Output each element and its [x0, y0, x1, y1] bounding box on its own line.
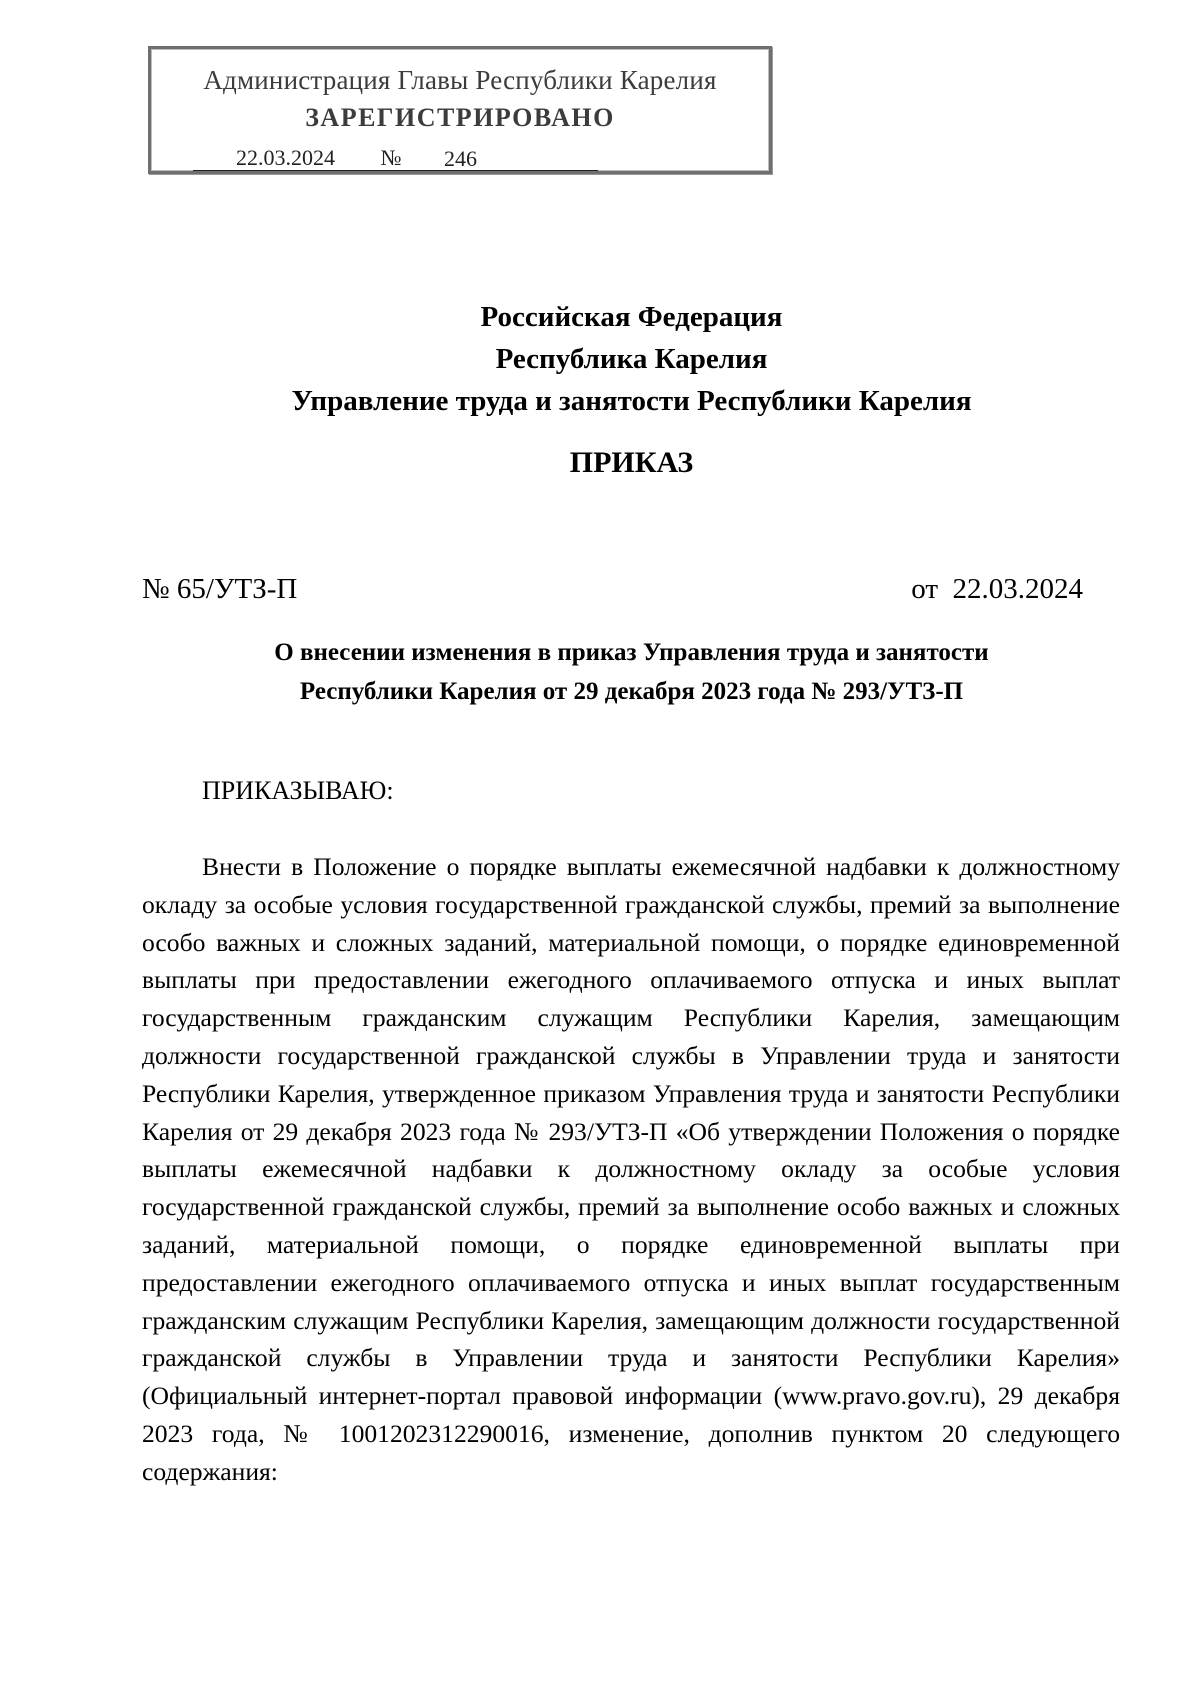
registration-stamp	[148, 46, 772, 174]
header-region: Республика Карелия	[495, 343, 768, 375]
stamp-number-sign: №	[378, 146, 404, 171]
stamp-status: ЗАРЕГИСТРИРОВАНО	[305, 103, 615, 132]
decree-word: ПРИКАЗЫВАЮ:	[202, 776, 394, 805]
stamp-date: 22.03.2024	[193, 146, 378, 171]
document-type: ПРИКАЗ	[569, 446, 694, 479]
order-date: от 22.03.2024	[911, 573, 1083, 605]
stamp-number: 246	[404, 147, 598, 171]
order-number: № 65/УТЗ-П	[142, 573, 298, 605]
stamp-organization: Администрация Главы Республики Карелия	[203, 65, 717, 95]
order-subject-line-2: Республики Карелия от 29 декабря 2023 года № 293/УТЗ-П	[299, 678, 964, 705]
order-subject-line-1: О внесении изменения в приказ Управления труда и занятости	[274, 639, 989, 666]
stamp-registration-line	[193, 145, 598, 171]
order-subject	[0, 633, 1200, 711]
header-agency: Управление труда и занятости Республики Карелия	[291, 385, 972, 417]
order-body-text: Внести в Положение о порядке выплаты ежемесячной надбавки к должностному окладу за особые условия государственной гражданской службы, премий за выполнение особо важных и сложных заданий, материальной помощи, о порядке единовременной выплаты при предоставлении ежегодного оплачиваемого отпуска и иных выплат государственным гражданским служащим Республики Карелия, замещающим должности государственной гражданской службы в Управлении труда и занятости Республики Карелия, утвержденное приказом Управления труда и занятости Республики Карелия от 29 декабря 2023 года № 293/УТЗ-П «Об утверждении Положения о порядке выплаты ежемесячной надбавки к должностному окладу за особые условия государственной гражданской службы, премий за выполнение особо важных и сложных заданий, материальной помощи, о порядке единовременной выплаты при предоставлении ежегодного оплачиваемого отпуска и иных выплат государственным гражданским служащим Республики Карелия, замещающим должности государственной гражданской службы в Управлении труда и занятости Республики Карелия» (Официальный интернет-портал правовой информации (www.pravo.gov.ru), 29 декабря 2023 года, № 1001202312290016, изменение, дополнив пунктом 20 следующего содержания:	[142, 852, 1120, 1486]
header-country: Российская Федерация	[480, 301, 783, 333]
